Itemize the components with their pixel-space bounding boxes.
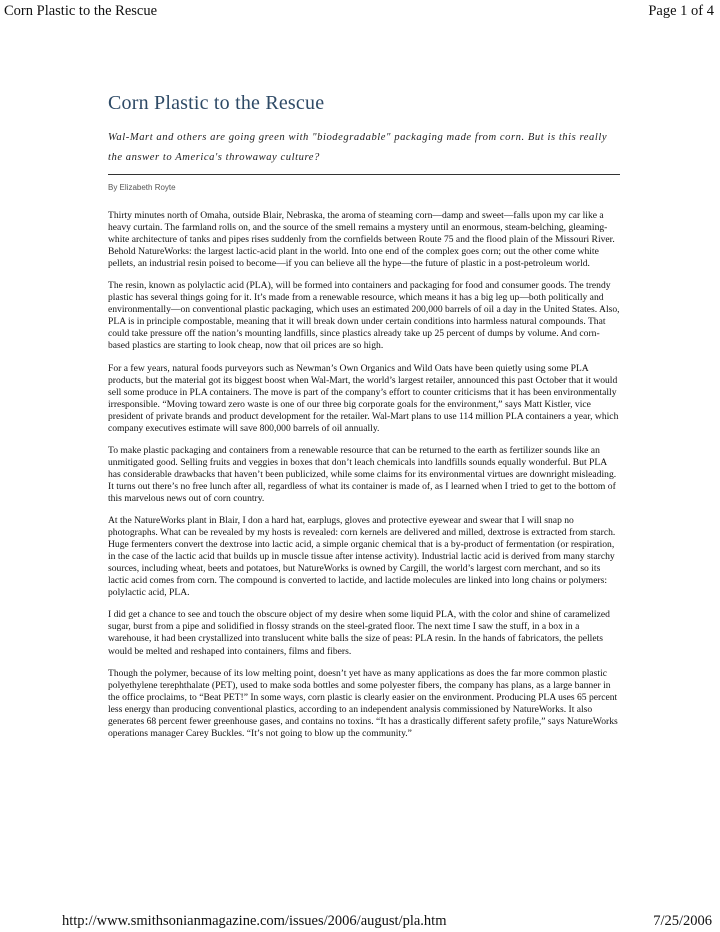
- article-body: [108, 210, 620, 750]
- title-divider: [108, 174, 620, 175]
- footer-date: 7/25/2006: [653, 913, 712, 929]
- article-paragraph: The resin, known as polylactic acid (PLA), will be formed into containers and packaging for food and consumer goods. The trendy plastic has several things going for it. It’s made from a renewable resource, which means it has a big leg up—both politically and environmentally—on conventional plastic packaging, which uses an estimated 200,000 barrels of oil a day in the United States. Also, PLA is in principle compostable, meaning that it will break down under certain conditions into harmless natural compounds. That could take pressure off the nation’s mounting landfills, since plastics already take up 25 percent of dumps by volume. And corn-based plastics are starting to look cheap, now that oil prices are so high.: [108, 280, 620, 352]
- article-title: Corn Plastic to the Rescue: [108, 92, 325, 114]
- article-paragraph: To make plastic packaging and containers from a renewable resource that can be returned to the earth as fertilizer sounds like an unmitigated good. Selling fruits and veggies in boxes that don’t leach chemicals into landfills sounds equally wonderful. But PLA has considerable drawbacks that haven’t been publicized, while some claims for its environmental virtues are downright misleading. It turns out there’s no free lunch after all, regardless of what its container is made of, as I learned when I tried to get to the bottom of this marvelous news out of corn country.: [108, 444, 617, 504]
- page-header: [0, 0, 720, 22]
- article-subtitle: Wal-Mart and others are going green with "biodegradable" packaging made from corn. But is this really the answer to America's throwaway culture?: [108, 132, 608, 163]
- article-paragraph: For a few years, natural foods purveyors such as Newman’s Own Organics and Wild Oats have been quietly using some PLA products, but the material got its biggest boost when Wal-Mart, the world’s largest retailer, announced this past October that it would sell some produce in PLA containers. The move is part of the company’s effort to counter criticisms that it has been environmentally irresponsible. “Moving toward zero waste is one of our three big corporate goals for the environment,” says Matt Kistler, vice president of private brands and product development for the retailer. Wal-Mart plans to use 114 million PLA containers a year, which company executives estimate will save 800,000 barrels of oil annually.: [108, 362, 619, 434]
- footer-url: http://www.smithsonianmagazine.com/issues/2006/august/pla.htm: [62, 913, 447, 929]
- article-paragraph: Though the polymer, because of its low melting point, doesn’t yet have as many applications as does the far more common plastic polyethylene terephthalate (PET), used to make soda bottles and some polyester fibers, the company has plans, as a large banner in the office proclaims, to “Beat PET!” In some ways, corn plastic is clearly easier on the environment. Producing PLA uses 65 percent less energy than producing conventional plastics, according to an independent analysis commissioned by NatureWorks. It also generates 68 percent fewer greenhouse gases, and contains no toxins. “It has a drastically different safety profile,” says NatureWorks operations manager Carey Buckles. “It’s not going to blow up the community.”: [108, 667, 618, 739]
- article-paragraph: Thirty minutes north of Omaha, outside Blair, Nebraska, the aroma of steaming corn—damp and sweet—falls upon my car like a heavy curtain. The farmland rolls on, and the source of the smell remains a mystery until an enormous, steam-belching, gleaming-white architecture of tanks and pipes rises suddenly from the cornfields between Route 75 and the flood plain of the Missouri River. Behold NatureWorks: the largest lactic-acid plant in the world. Into one end of the complex goes corn; out the other come white pellets, an industrial resin poised to become—if you can believe all the hype—the future of plastic in a post-petroleum world.: [108, 210, 615, 270]
- article-paragraph: I did get a chance to see and touch the obscure object of my desire when some liquid PLA, with the color and shine of caramelized sugar, burst from a pipe and solidified in flossy strands on the steel-grated floor. The next time I saw the stuff, in a box in a warehouse, it had been crystallized into translucent white balls the size of peas: PLA resin. In the hands of fabricators, the pellets would be melted and reshaped into containers, films and fibers.: [108, 609, 610, 657]
- article-byline: By Elizabeth Royte: [108, 183, 176, 192]
- header-page-label: Page 1 of 4: [648, 3, 714, 19]
- article-paragraph: At the NatureWorks plant in Blair, I don a hard hat, earplugs, gloves and protective eyewear and swear that I will snap no photographs. What can be revealed by my hosts is revealed: corn kernels are delivered and milled, dextrose is extracted from starch. Huge fermenters convert the dextrose into lactic acid, a simple organic chemical that is a by-product of fermentation (or respiration, in the case of the lactic acid that builds up in muscle tissue after intense activity). Industrial lactic acid is derived from many starchy sources, including wheat, beets and potatoes, but NatureWorks is owned by Cargill, the world’s largest corn merchant, and so its lactic acid comes from corn. The compound is converted to lactide, and lactide molecules are linked into long chains or polymers: polylactic acid, PLA.: [108, 515, 616, 599]
- header-doc-title: Corn Plastic to the Rescue: [4, 3, 158, 19]
